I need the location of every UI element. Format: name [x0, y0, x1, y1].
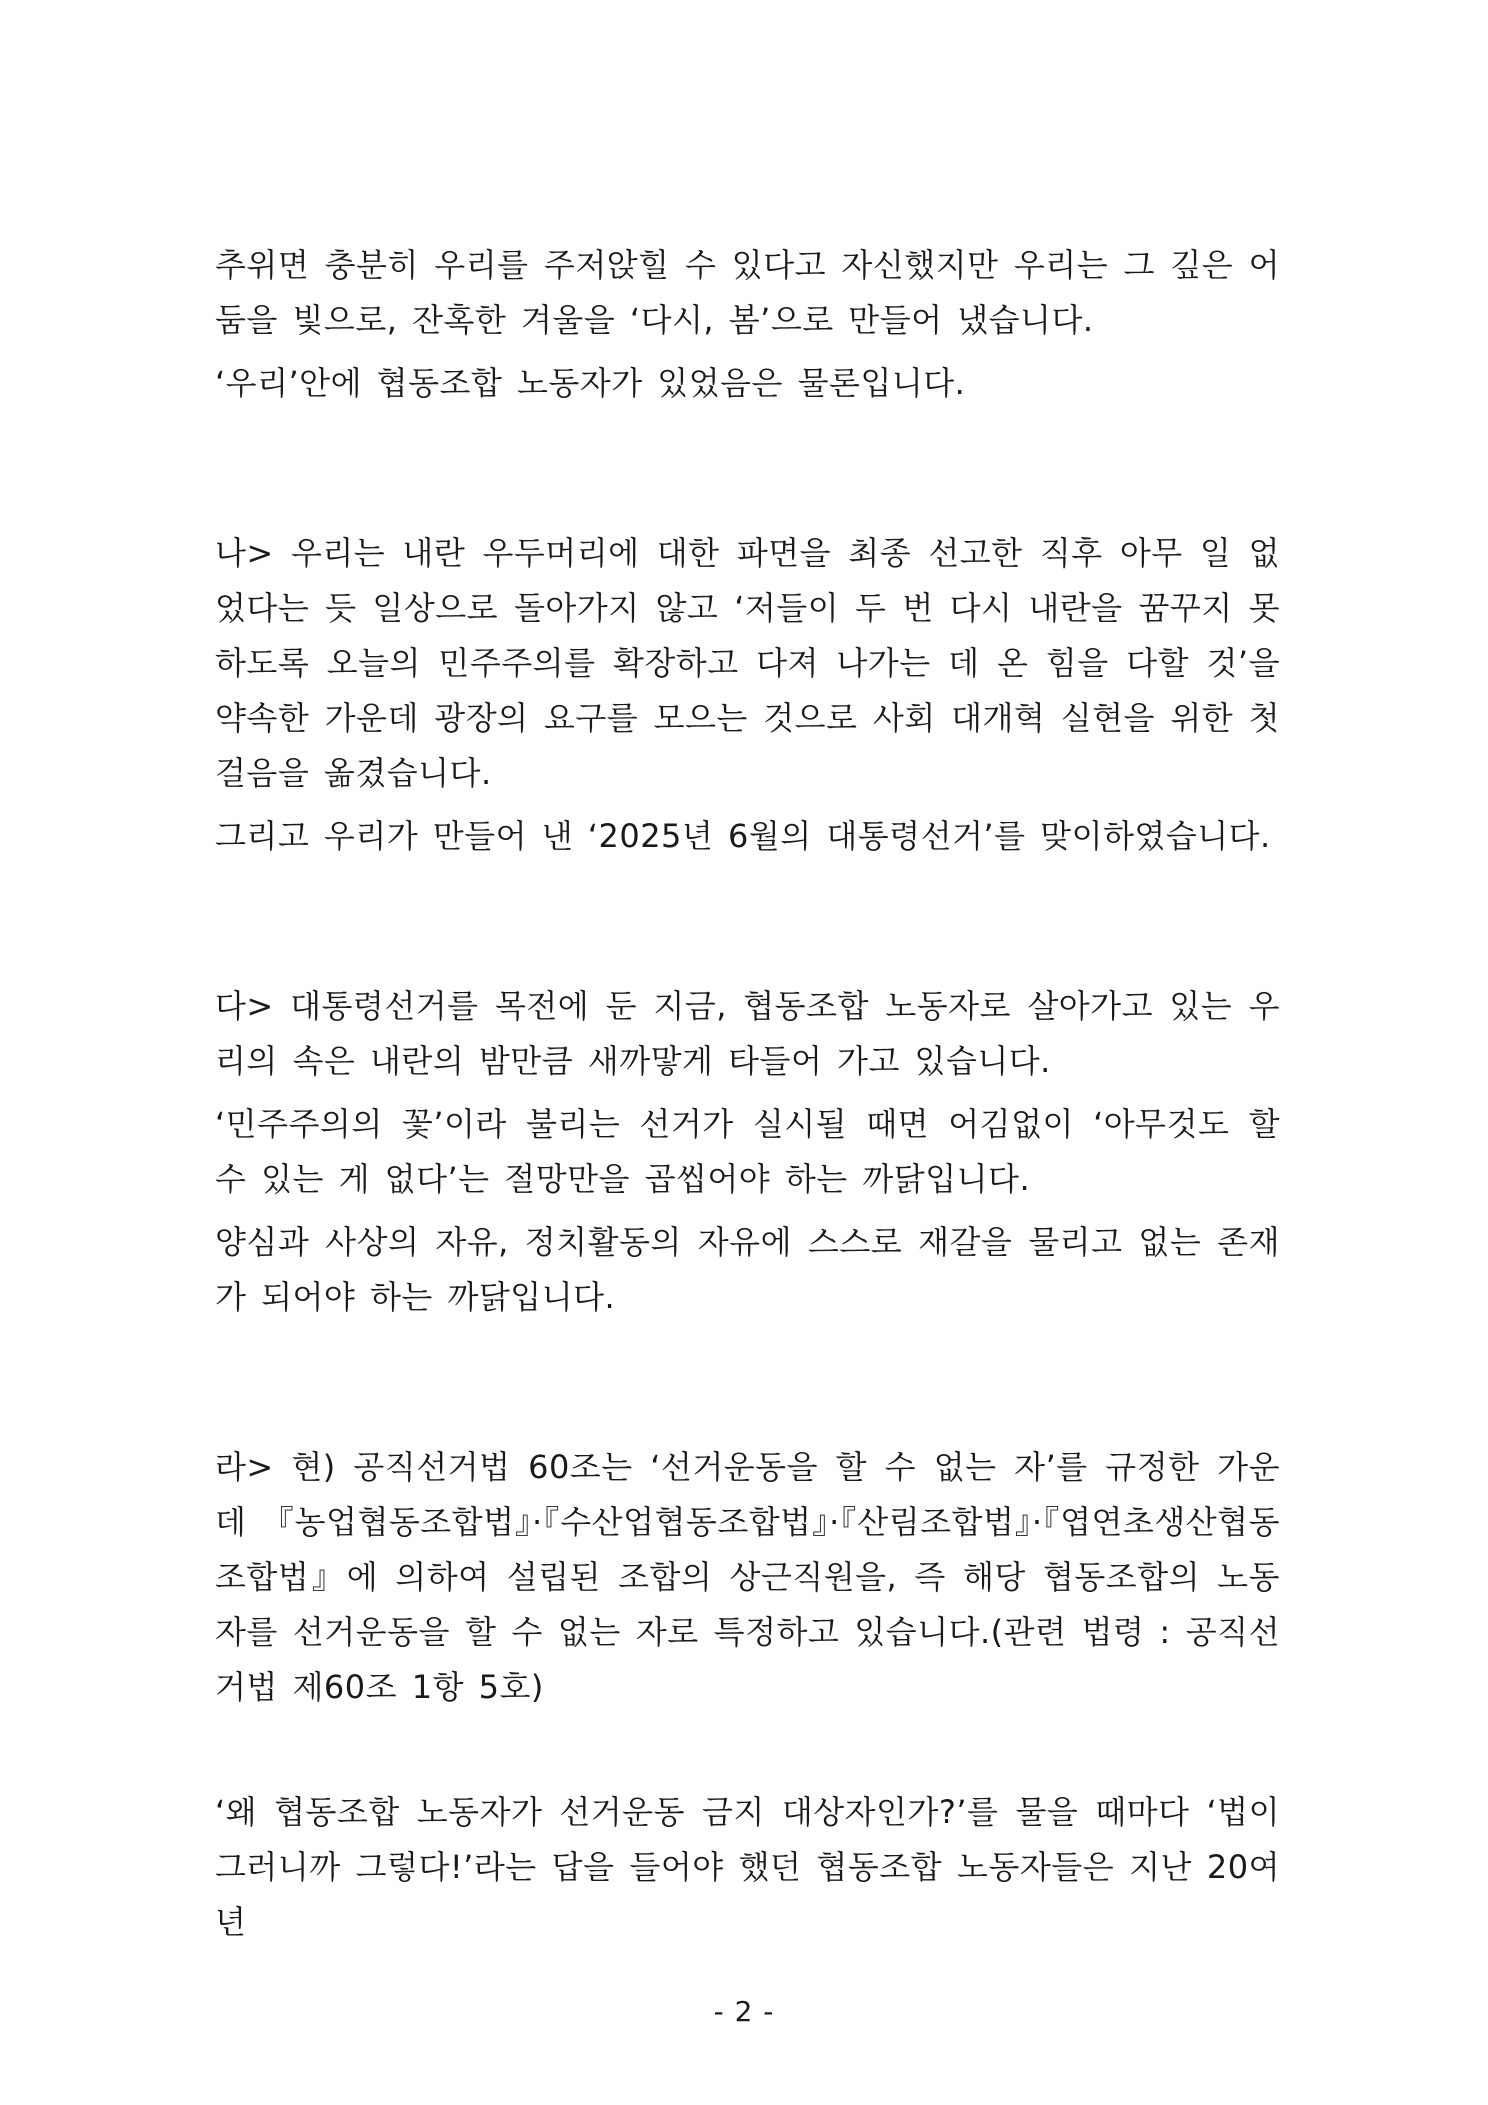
section-ra-paragraph: 라> 현) 공직선거법 60조는 ‘선거운동을 할 수 없는 자’를 규정한 가운데 『농업협동조합법』·『수산업협동조합법』·『산림조합법』·『엽연초생산협동조합법』에 의하여 설립된 조합의 상근직원을, 즉 해당 협동조합의 노동자를 선거운동을 할 수 없는 자로 특정하고 있습니다.(관련 법령 : 공직선거법 제60조 1항 5호) [215, 1448, 1280, 1706]
paragraph-continuation: 추위면 충분히 우리를 주저앉힐 수 있다고 자신했지만 우리는 그 깊은 어둠을 빛으로, 잔혹한 겨울을 ‘다시, 봄’으로 만들어 냈습니다. [215, 246, 1280, 339]
section-na-election-paragraph: 그리고 우리가 만들어 낸 ‘2025년 6월의 대통령선거’를 맞이하였습니다. [215, 817, 1271, 855]
section-da-flower-paragraph: ‘민주주의의 꽃’이라 불리는 선거가 실시될 때면 어김없이 ‘아무것도 할 수 있는 게 없다’는 절망만을 곱씹어야 하는 까닭입니다. [215, 1105, 1280, 1198]
paragraph-workers-note: ‘우리’안에 협동조합 노동자가 있었음은 물론입니다. [215, 364, 966, 402]
section-da-paragraph: 다> 대통령선거를 목전에 둔 지금, 협동조합 노동자로 살아가고 있는 우리의 속은 내란의 밤만큼 새까맣게 타들어 가고 있습니다. [215, 987, 1280, 1080]
document-body [215, 238, 1280, 1950]
page-number: - 2 - [713, 1995, 775, 2028]
section-da-freedom-paragraph: 양심과 사상의 자유, 정치활동의 자유에 스스로 재갈을 물리고 없는 존재가 되어야 하는 까닭입니다. [215, 1223, 1280, 1316]
section-ra-question-paragraph: ‘왜 협동조합 노동자가 선거운동 금지 대상자인가?’를 물을 때마다 ‘법이 그러니까 그렇다!’라는 답을 들어야 했던 협동조합 노동자들은 지난 20여 년 [215, 1793, 1280, 1941]
section-na-paragraph: 나> 우리는 내란 우두머리에 대한 파면을 최종 선고한 직후 아무 일 없었다는 듯 일상으로 돌아가지 않고 ‘저들이 두 번 다시 내란을 꿈꾸지 못하도록 오늘의 민주주의를 확장하고 다져 나가는 데 온 힘을 다할 것’을 약속한 가운데 광장의 요구를 모으는 것으로 사회 대개혁 실현을 위한 첫걸음을 옮겼습니다. [215, 534, 1280, 792]
